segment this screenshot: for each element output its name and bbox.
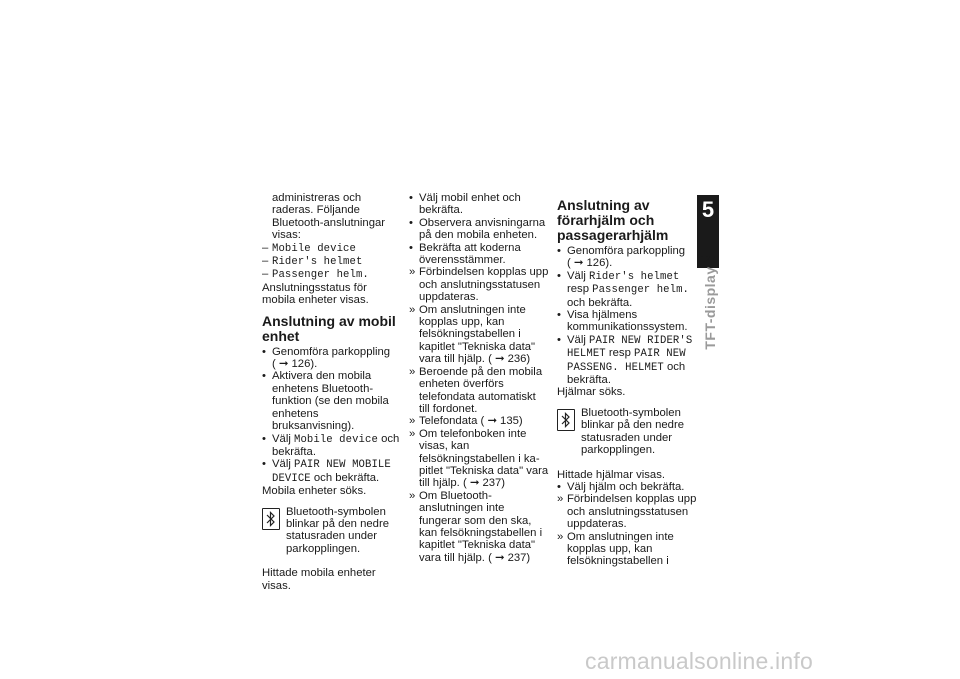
bullet-item: • Välj Mobile device och bekräfta. <box>262 432 400 458</box>
result-item: » Om anslutningen inte kopplas upp, kan felsökningstabellen i <box>557 530 674 568</box>
bullet-item: • Välj mobil enhet och bekräfta. <box>409 192 521 217</box>
bullet-item: • Aktivera den mobila enhetens Bluetooth-funktion (se den mobila enhetens bruksanvisning). <box>262 370 389 433</box>
status-line: Anslutningsstatus för mobila enheter visas. <box>262 281 369 307</box>
found-text: Hittade hjälmar visas. <box>557 468 665 481</box>
device-item: – Mobile device <box>262 241 356 255</box>
page-number: 127 <box>700 254 716 265</box>
result-item: » Om anslutningen inte kopplas upp, kan felsökningstabellen i kapitlet "Tekniska data" vara till hjälp. ( ➞ 236) <box>409 303 536 366</box>
bullet-item: • Välj PAIR NEW RIDER'S HELMET resp PAIR NEW PASSENG. HELMET och bekräfta. <box>557 333 693 387</box>
bullet-item: • Välj PAIR NEW MOBILE DEVICE och bekräfta. <box>262 458 391 485</box>
note-text: Bluetooth-symbolen blinkar på den nedre statusraden under parkopplingen. <box>286 505 390 555</box>
chapter-title: TFT-display <box>702 266 718 350</box>
note-block <box>262 506 402 556</box>
watermark: carmanualsonline.info <box>585 648 813 674</box>
bluetooth-icon <box>262 508 280 530</box>
bullet-item: • Genomföra parkoppling ( ➞ 126). <box>557 245 686 270</box>
search-text: Mobila enheter söks. <box>262 485 367 498</box>
column-1 <box>262 192 402 592</box>
result-item: » Beroende på den mobila enheten överförs telefondata automatiskt till fordonet. <box>409 365 543 415</box>
section-heading: Anslutning av förarhjälm och passagerarhjälm <box>557 197 669 243</box>
bullet-item: • Välj hjälm och bekräfta. <box>557 480 685 493</box>
note-text: Bluetooth-symbolen blinkar på den nedre statusraden under parkopplingen. <box>581 406 685 457</box>
section-heading: Anslutning av mobil enhet <box>262 312 396 344</box>
intro-text: administreras och raderas. Följande Bluetooth-anslutningar visas: <box>272 192 386 242</box>
device-item: – Rider's helmet <box>262 255 363 269</box>
bullet-item: • Visa hjälmens kommunikationssystem. <box>557 309 688 334</box>
chapter-number: 5 <box>701 197 715 222</box>
bullet-item: • Välj Rider's helmet resp Passenger helm. och bekräfta. <box>557 269 689 309</box>
bluetooth-icon <box>557 409 575 431</box>
result-item: » Telefondata ( ➞ 135) <box>409 415 523 428</box>
bullet-item: • Observera anvisningarna på den mobila enheten. <box>409 216 546 242</box>
device-item: – Passenger helm. <box>262 268 369 282</box>
search-text: Hjälmar söks. <box>557 386 626 399</box>
column-2 <box>409 192 549 564</box>
result-item: » Om Bluetooth-anslutningen inte fungerar som den ska, kan felsökningstabellen i kapitlet "Tekniska data" vara till hjälp. ( ➞ 237) <box>409 489 543 564</box>
bullet-item: • Bekräfta att koderna överensstämmer. <box>409 241 521 267</box>
found-text: Hittade mobila enheter visas. <box>262 567 376 592</box>
column-3 <box>557 192 697 568</box>
result-item: » Förbindelsen kopplas upp och anslutningsstatusen uppdateras. <box>557 493 697 531</box>
result-item: » Om telefonboken inte visas, kan felsökningstabellen i kapitlet "Tekniska data" vara till hjälp. ( ➞ 237) <box>409 427 549 490</box>
note-block <box>557 407 697 457</box>
result-item: » Förbindelsen kopplas upp och anslutningsstatusen uppdateras. <box>409 266 549 304</box>
bullet-item: • Genomföra parkoppling ( ➞ 126). <box>262 345 391 371</box>
